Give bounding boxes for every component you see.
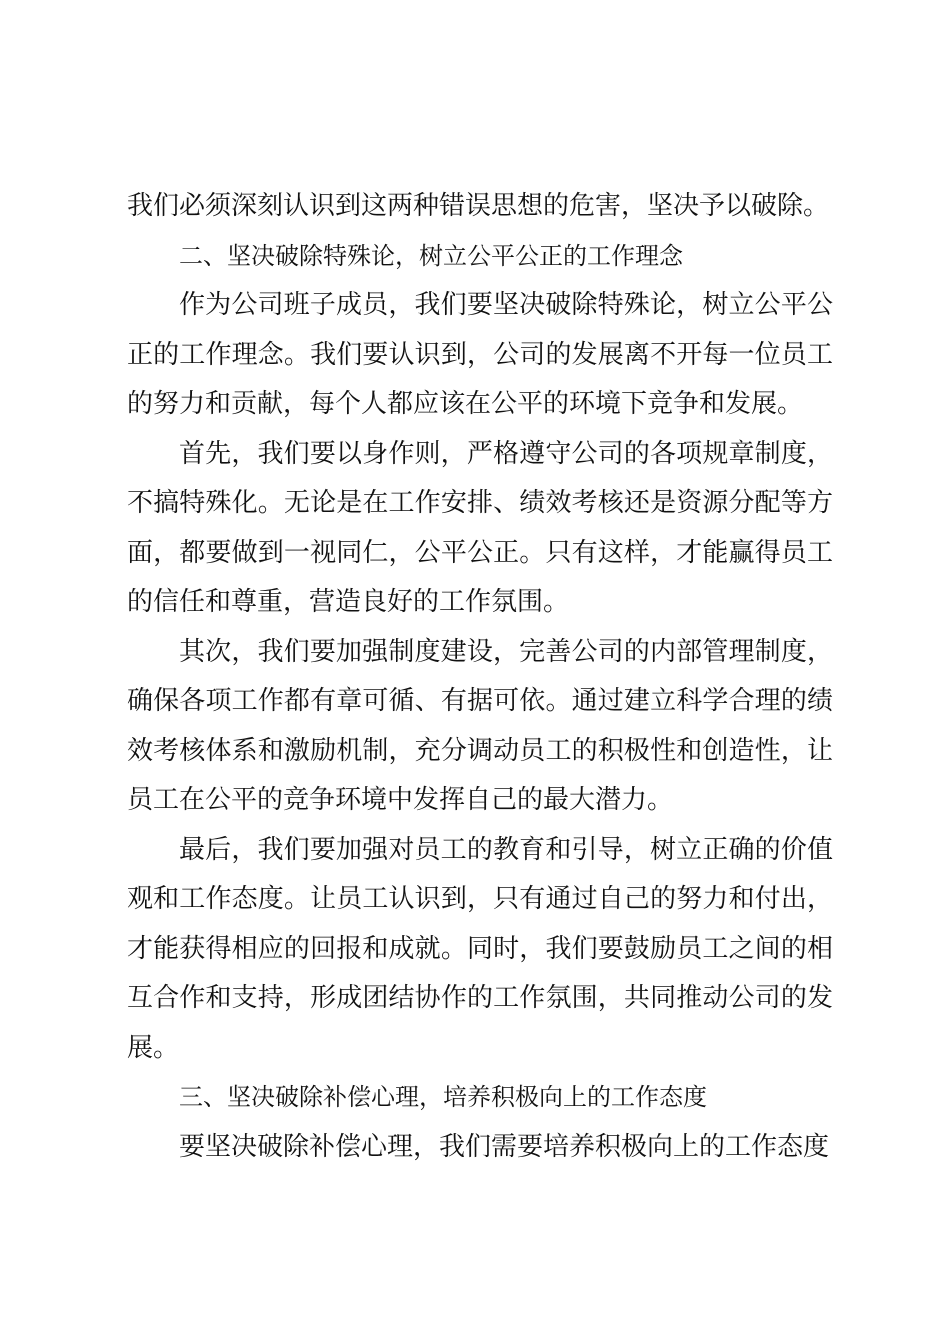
- section-heading-3: 三、坚决破除补偿心理，培养积极向上的工作态度: [179, 1083, 707, 1111]
- paragraph: 其次，我们要加强制度建设，完善公司的内部管理制度，确保各项工作都有章可循、有据可依。通过建立科学合理的绩效考核体系和激励机制，充分调动员工的积极性和创造性，让员工在公平的竞争环境中发挥自己的最大潜力。: [127, 636, 833, 815]
- section-heading-2: 二、坚决破除特殊论，树立公平公正的工作理念: [179, 241, 683, 270]
- paragraph: 首先，我们要以身作则，严格遵守公司的各项规章制度，不搞特殊化。无论是在工作安排、绩效考核还是资源分配等方面，都要做到一视同仁，公平公正。只有这样，才能赢得员工的信任和尊重，营造良好的工作氛围。: [127, 438, 833, 617]
- paragraph: 要坚决破除补偿心理，我们需要培养积极向上的工作态度: [179, 1131, 830, 1162]
- paragraph: 作为公司班子成员，我们要坚决破除特殊论，树立公平公正的工作理念。我们要认识到，公司的发展离不开每一位员工的努力和贡献，每个人都应该在公平的环境下竞争和发展。: [127, 290, 833, 419]
- paragraph-continuation: 我们必须深刻认识到这两种错误思想的危害，坚决予以破除。: [127, 191, 830, 221]
- document-body: [127, 182, 833, 1172]
- paragraph: 最后，我们要加强对员工的教育和引导，树立正确的价值观和工作态度。让员工认识到，只有通过自己的努力和付出，才能获得相应的回报和成就。同时，我们要鼓励员工之间的相互合作和支持，形成团结协作的工作氛围，共同推动公司的发展。: [127, 834, 833, 1063]
